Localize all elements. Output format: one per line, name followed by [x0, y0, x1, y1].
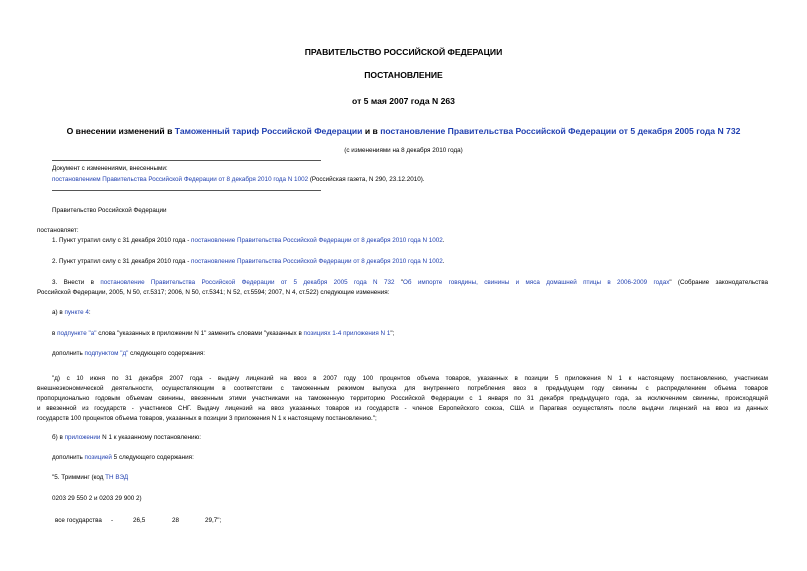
paragraph-3-line-2: Российской Федерации, 2005, N 50, ст.5317; 2006, N 50, ст.5341; N 52, ст.5594; 2007, N 4, ст.522) следующие изменения: — [37, 289, 390, 296]
paragraph-2-text: 2. Пункт утратил силу с 31 декабря 2010 года - — [52, 258, 192, 265]
paragraph-3-text-a: 3. Внести в — [52, 279, 101, 286]
add-position-text-2: 5 следующего содержания: — [111, 454, 194, 461]
quota-row-label: все государства — [55, 517, 102, 524]
title-text-1: О внесении изменений в — [66, 126, 175, 136]
paragraph-3-decree-link[interactable]: постановление Правительства Российской Федерации от 5 декабря 2005 года N 732 — [100, 279, 395, 286]
quote-line-2: внешнеэкономической деятельности, осуществляющим в соответствии с таможенным режимом выпуска для внутреннего потребления ввоз в предыдущем году свинины с распределением объема товаров — [37, 385, 768, 392]
document-title — [0, 126, 807, 136]
subpoint-a-text-3: "; — [390, 330, 395, 337]
appendix-link[interactable]: приложении — [64, 434, 101, 441]
subpoint-a-change — [52, 329, 394, 339]
changes-box-bottom-rule — [52, 190, 321, 191]
add-position-text-1: дополнить — [52, 454, 85, 461]
subpoint-a-text-2: слова "указанных в приложении N 1" заменить словами "указанных в — [96, 330, 304, 337]
quote-line-3: пропорционально годовым объемам свинины, ввезенным этими участниками на таможенную территорию Российской Федерации с 1 января по 31 декабря предыдущего года, за исключением свинины, происходящей — [37, 395, 768, 402]
quota-row-value-1: 26,5 — [133, 517, 146, 524]
item-b-text-2: N 1 к указанному постановлению: — [100, 434, 202, 441]
paragraph-2-link[interactable]: постановление Правительства Российской Федерации от 8 декабря 2010 года N 1002 — [191, 258, 443, 265]
subpoint-d-link[interactable]: подпунктом "д" — [84, 350, 129, 357]
quota-row-value-3: 29,7"; — [205, 517, 222, 524]
paragraph-3-text-c: " (Собрание законодательства — [669, 279, 768, 286]
decree-word: постановляет: — [37, 227, 79, 234]
paragraph-2-end: . — [442, 258, 445, 265]
commodity-codes: 0203 29 550 2 и 0203 29 900 2) — [52, 495, 142, 502]
title-text-2: и в — [362, 126, 381, 136]
subpoint-a-text-1: в — [52, 330, 58, 337]
decree-732-link[interactable]: постановление Правительства Российской Федерации от 5 декабря 2005 года N 732 — [380, 126, 741, 136]
doc-type-heading: ПОСТАНОВЛЕНИЕ — [364, 70, 443, 80]
tn-ved-link[interactable]: ТН ВЭД — [105, 474, 129, 481]
item-b-text-1: б) в — [52, 434, 65, 441]
quote-line-4: и ввезенной из государств - участников СНГ. Выдачу лицензий на ввоз указанных товаров из государств - членов Европейского союза, США и Парагвая осуществлять после выдачи лицензий на ввоз из данных — [37, 405, 768, 412]
paragraph-3-import-link[interactable]: Об импорте говядины, свинины и мяса домашней птицы в 2006-2009 годах — [403, 279, 670, 286]
add-subpoint-d — [52, 349, 205, 359]
paragraph-3-line-1 — [52, 278, 768, 288]
paragraph-1 — [52, 236, 445, 246]
item-a-end: : — [88, 309, 91, 316]
changes-box-source — [52, 175, 425, 185]
quote-line-5: государств 100 процентов объема товаров, указанных в позиции 3 приложения N 1 к настоящему постановлению."; — [37, 415, 377, 422]
date-number-heading: от 5 мая 2007 года N 263 — [352, 96, 455, 106]
paragraph-1-link[interactable]: постановление Правительства Российской Федерации от 8 декабря 2010 года N 1002 — [191, 237, 443, 244]
paragraph-1-text: 1. Пункт утратил силу с 31 декабря 2010 года - — [52, 237, 192, 244]
subpoint-a-link[interactable]: подпункте "а" — [57, 330, 97, 337]
add-subpoint-text-1: дополнить — [52, 350, 85, 357]
edition-note: (с изменениями на 8 декабря 2010 года) — [344, 147, 463, 154]
quota-row-dash: - — [111, 517, 114, 524]
changes-box-top-rule — [52, 160, 321, 161]
positions-1-4-link[interactable]: позициях 1-4 приложения N 1 — [303, 330, 391, 337]
item-a — [52, 308, 91, 318]
decree-1002-link[interactable]: постановлением Правительства Российской Федерации от 8 декабря 2010 года N 1002 — [52, 176, 309, 183]
quota-row-value-2: 28 — [172, 517, 180, 524]
paragraph-3-text-b: " — [394, 279, 404, 286]
point-4-link[interactable]: пункте 4 — [64, 309, 89, 316]
add-subpoint-text-2: следующего содержания: — [128, 350, 206, 357]
org-heading: ПРАВИТЕЛЬСТВО РОССИЙСКОЙ ФЕДЕРАЦИИ — [304, 47, 503, 57]
trimming-heading — [52, 473, 128, 483]
paragraph-1-end: . — [442, 237, 445, 244]
paragraph-2 — [52, 257, 445, 267]
trimming-text: "5. Тримминг (код — [52, 474, 106, 481]
issuer: Правительство Российской Федерации — [52, 207, 167, 214]
item-b — [52, 433, 201, 443]
add-position — [52, 453, 194, 463]
quote-line-1: "д) с 10 июня по 31 декабря 2007 года - выдачу лицензий на ввоз в 2007 году 100 процентов объема товаров, указанных в позиции 5 приложения N 1 к настоящему постановлению, участникам — [52, 375, 768, 382]
item-a-text: а) в — [52, 309, 65, 316]
changes-box-source-rest: (Российская газета, N 290, 23.12.2010). — [308, 176, 425, 183]
position-link[interactable]: позицией — [84, 454, 112, 461]
changes-box-heading: Документ с изменениями, внесенными: — [52, 165, 168, 172]
tariff-link[interactable]: Таможенный тариф Российской Федерации — [174, 126, 363, 136]
